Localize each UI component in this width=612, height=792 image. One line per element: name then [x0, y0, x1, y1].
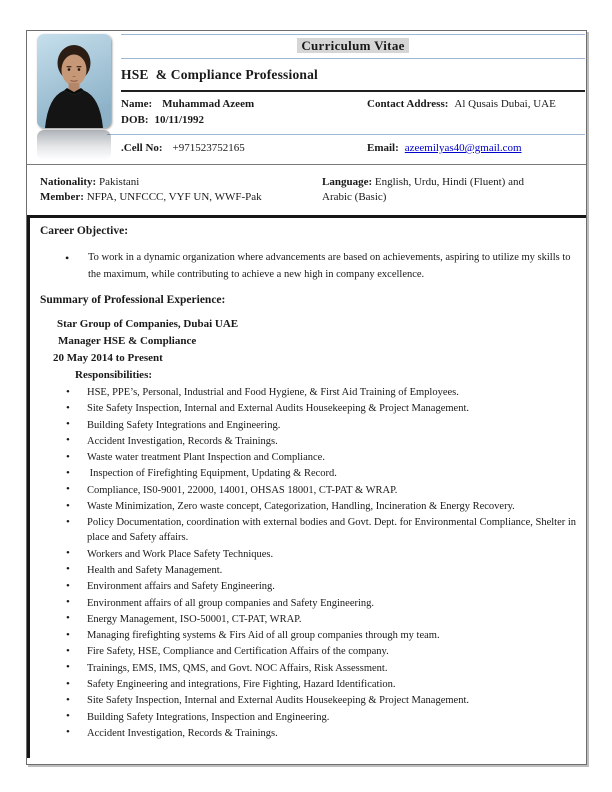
contact-address-value: Al Qusais Dubai, UAE	[454, 98, 556, 110]
cv-title-row	[121, 34, 585, 59]
career-objective-heading: Career Objective:	[40, 225, 129, 237]
employment-period: 20 May 2014 to Present	[53, 352, 163, 364]
nationality-row	[40, 175, 322, 190]
responsibility-item: • HSE, PPE’s, Personal, Industrial and Food Hygiene, & First Aid Training of Employees.	[87, 385, 578, 400]
responsibility-item: • Trainings, EMS, IMS, QMS, and Govt. NOC Affairs, Risk Assessment.	[87, 661, 578, 676]
header-section	[27, 34, 586, 165]
member-value: NFPA, UNFCCC, VYF UN, WWF-Pak	[86, 191, 262, 203]
dob-field	[121, 114, 367, 127]
company-name: Star Group of Companies, Dubai UAE	[57, 318, 239, 330]
responsibility-item: • Health and Safety Management.	[87, 563, 578, 578]
responsibility-item: • Waste water treatment Plant Inspection and Compliance.	[87, 450, 578, 465]
responsibility-item: • Workers and Work Place Safety Techniques.	[87, 547, 578, 562]
profile-section	[27, 165, 586, 215]
cell-field	[121, 142, 367, 155]
header-content	[121, 34, 585, 155]
language-block	[322, 175, 555, 215]
name-value: Muhammad Azeem	[162, 98, 255, 110]
responsibility-item: • Building Safety Integrations and Engineering.	[87, 418, 578, 433]
responsibility-item: • Inspection of Firefighting Equipment, Updating & Record.	[87, 466, 578, 481]
nationality-member-block	[40, 175, 322, 215]
dob-row	[121, 114, 585, 127]
responsibility-item: • Environment affairs of all group companies and Safety Engineering.	[87, 596, 578, 611]
photo-reflection	[37, 130, 111, 160]
portrait-photo-icon	[37, 34, 111, 128]
responsibility-item: • Fire Safety, HSE, Compliance and Certification Affairs of the company.	[87, 644, 578, 659]
objective-item: • To work in a dynamic organization where advancements are based on achievements, aspiring to utilize my skills to the maximum, while contributing to achieve a new high in company excellence.	[88, 250, 578, 283]
name-label: Name:	[121, 98, 153, 110]
member-label: Member:	[40, 191, 84, 203]
objective-list	[40, 250, 580, 283]
email-label: Email:	[367, 142, 399, 154]
language-value: English, Urdu, Hindi (Fluent) and Arabic (Basic)	[322, 176, 524, 203]
member-row	[40, 190, 322, 205]
nationality-label: Nationality:	[40, 176, 97, 188]
responsibility-item: • Accident Investigation, Records & Trainings.	[87, 434, 578, 449]
contact-divider-line	[107, 134, 585, 135]
responsibility-item: • Environment affairs and Safety Engineering.	[87, 579, 578, 594]
employer-block	[40, 316, 580, 367]
email-field	[367, 142, 585, 155]
nationality-value: Pakistani	[98, 176, 140, 188]
responsibilities-list	[40, 385, 580, 741]
responsibility-item: • Compliance, IS0-9001, 22000, 14001, OHSAS 18001, CT-PAT & WRAP.	[87, 483, 578, 498]
responsibility-item: • Managing firefighting systems & Firs Aid of all group companies through my team.	[87, 628, 578, 643]
responsibility-item: • Safety Engineering and integrations, Fire Fighting, Hazard Identification.	[87, 677, 578, 692]
cell-value: +971523752165	[172, 142, 245, 154]
email-link[interactable]: azeemilyas40@gmail.com	[404, 142, 522, 154]
dob-value: 10/11/1992	[154, 114, 205, 126]
profession-title: HSE & Compliance Professional	[121, 67, 585, 92]
job-title: Manager HSE & Compliance	[58, 335, 197, 347]
name-contact-row	[121, 98, 585, 111]
contact-address-label: Contact Address:	[367, 98, 449, 110]
responsibility-item: • Site Safety Inspection, Internal and External Audits Housekeeping & Project Management.	[87, 401, 578, 416]
cell-email-row	[121, 142, 585, 155]
responsibilities-heading: Responsibilities:	[75, 369, 153, 381]
language-label: Language:	[322, 176, 373, 188]
responsibility-item: • Policy Documentation, coordination with external bodies and Govt. Dept. for Environmental Compliance, Shelter in place and Safety affairs.	[87, 515, 578, 545]
dob-label: DOB:	[121, 114, 149, 126]
cv-container	[26, 30, 587, 765]
responsibility-item: • Building Safety Integrations, Inspection and Engineering.	[87, 710, 578, 725]
name-field	[121, 98, 367, 111]
responsibility-item: • Accident Investigation, Records & Trainings.	[87, 726, 578, 741]
contact-field	[367, 98, 585, 111]
responsibility-item: • Energy Management, ISO-50001, CT-PAT, WRAP.	[87, 612, 578, 627]
responsibility-item: • Waste Minimization, Zero waste concept, Categorization, Handling, Incineration & Energy Recovery.	[87, 499, 578, 514]
summary-heading: Summary of Professional Experience:	[40, 294, 226, 306]
cv-title: Curriculum Vitae	[297, 38, 408, 53]
career-section	[27, 215, 586, 758]
photo	[37, 34, 111, 160]
cell-label: .Cell No:	[121, 142, 163, 154]
responsibility-item: • Site Safety Inspection, Internal and External Audits Housekeeping & Project Management.	[87, 693, 578, 708]
